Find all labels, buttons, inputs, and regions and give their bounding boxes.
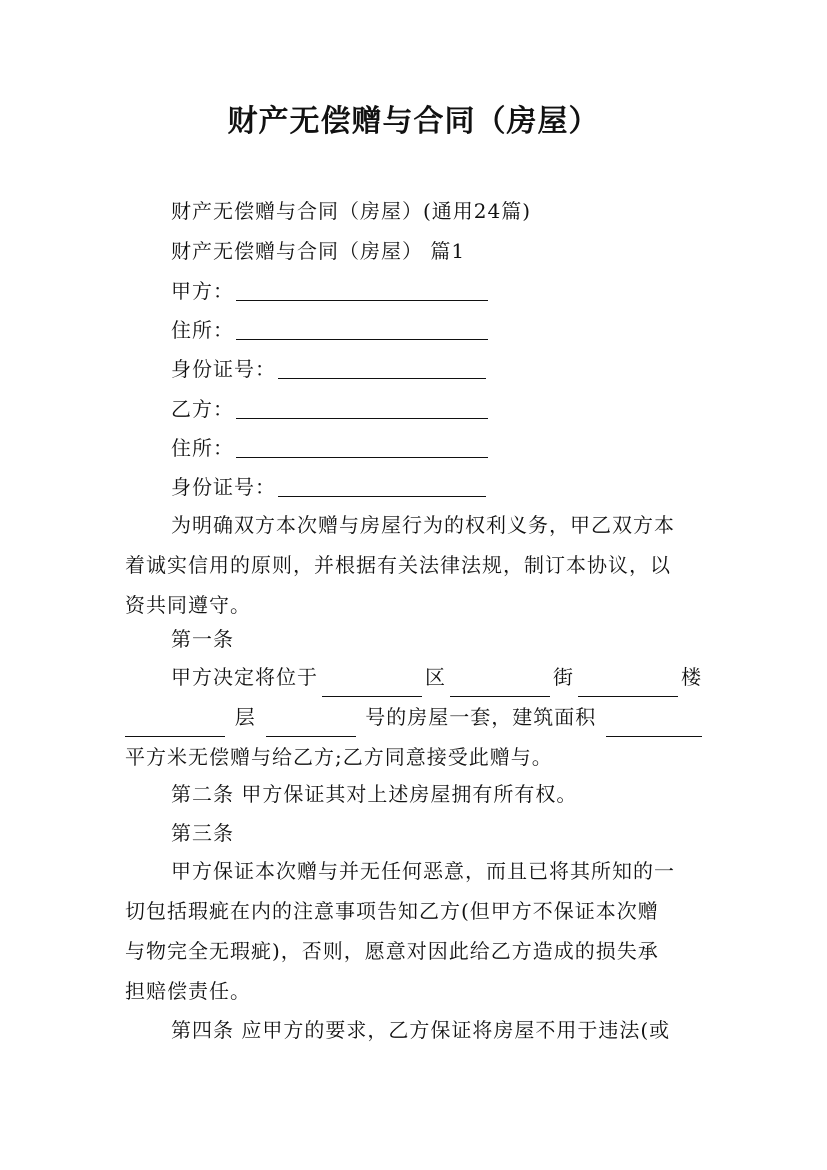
address-b-field [171,435,490,461]
location-blank-3 [578,676,678,697]
article-1-line-1: 甲方决定将位于 区 街 楼 [125,657,702,697]
intro-line-1: 为明确双方本次赠与房屋行为的权利义务，甲乙双方本 [171,513,675,537]
article-3-line-1: 甲方保证本次赠与并无任何恶意，而且已将其所知的一 [171,859,675,883]
intro-line-2: 着诚实信用的原则，并根据有关法律法规，制订本协议，以 [125,553,671,577]
id-a-blank [278,358,486,379]
id-b-label: 身份证号： [171,475,276,499]
address-a-blank [236,319,488,340]
article-3-line-2: 切包括瑕疵在内的注意事项告知乙方(但甲方不保证本次赠 [125,899,659,923]
article-3-line-4: 担赔偿责任。 [125,979,251,1003]
id-a-label: 身份证号： [171,357,276,381]
document-title: 财产无偿赠与合同（房屋） [227,104,600,139]
id-b-field [171,474,488,500]
article-2: 第二条 甲方保证其对上述房屋拥有所有权。 [171,782,578,806]
party-a-field [171,278,490,304]
location-blank-1 [322,676,422,697]
party-b-label: 乙方： [171,397,234,421]
floor-blank [125,716,225,737]
document-subtitle: 财产无偿赠与合同（房屋）(通用24篇) [171,199,532,223]
party-a-blank [236,280,488,301]
section-heading: 财产无偿赠与合同（房屋） 篇1 [171,239,466,263]
intro-paragraph [125,505,702,625]
intro-line-3: 资共同遵守。 [125,593,251,617]
article-1-line-2: 层 号的房屋一套，建筑面积 [125,697,702,737]
article-1-paragraph [125,657,702,777]
area-blank [606,716,702,737]
article-1-title: 第一条 [171,627,234,651]
article-4-paragraph [125,1010,702,1050]
article-3-title: 第三条 [171,821,234,845]
id-a-field [171,356,488,382]
address-b-blank [236,437,488,458]
location-blank-2 [450,676,550,697]
article-4-line-1: 第四条 应甲方的要求，乙方保证将房屋不用于违法(或 [171,1018,671,1042]
article-1-line-3: 平方米无偿赠与给乙方;乙方同意接受此赠与。 [125,745,553,769]
article-3-line-3: 与物完全无瑕疵)，否则，愿意对因此给乙方造成的损失承 [125,939,659,963]
party-a-label: 甲方： [171,279,234,303]
party-b-field [171,396,490,422]
address-b-label: 住所： [171,436,234,460]
address-a-field [171,317,490,343]
article-3-paragraph [125,851,702,1011]
party-b-blank [236,398,488,419]
address-a-label: 住所： [171,318,234,342]
id-b-blank [278,476,486,497]
number-blank [266,716,356,737]
